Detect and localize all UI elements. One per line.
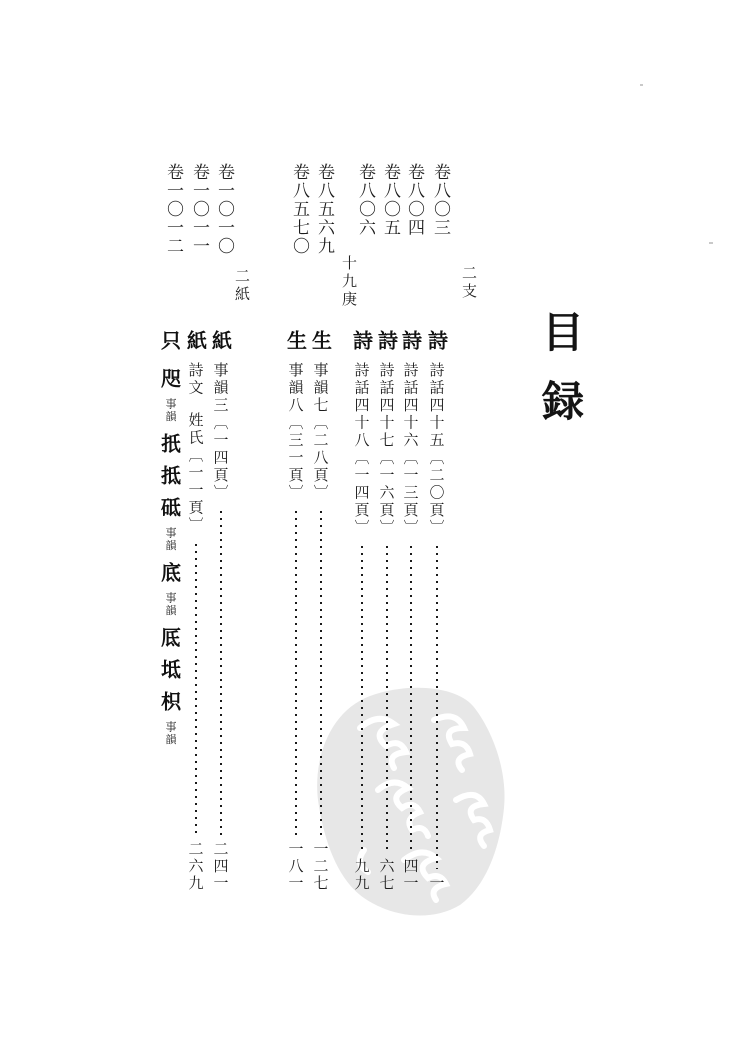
toc-entry-column — [398, 330, 424, 892]
entry-headword: 生 — [283, 330, 308, 350]
page-number: 一二七 — [311, 841, 330, 892]
dot-leader — [410, 546, 412, 852]
toc-entry-column — [374, 330, 400, 892]
dot-leader — [386, 546, 388, 852]
entry-headword: 生 — [308, 330, 333, 350]
entry-text: 事韻 — [164, 398, 177, 423]
toc-entry-column — [349, 330, 375, 892]
entry-headword: 紙 — [208, 330, 233, 350]
entry-text: 事韻 — [164, 527, 177, 552]
entry-headword: 詩 — [374, 330, 399, 350]
page-number: 一 — [427, 875, 446, 892]
entry-headword: 詩 — [349, 330, 374, 350]
page-number: 六七 — [377, 858, 396, 892]
entry-text: 詩話四十六〔一三頁〕 — [401, 362, 420, 537]
page-number: 二四一 — [211, 841, 230, 892]
entry-text: 枳 — [157, 691, 182, 711]
volume-number: 卷八〇五 — [380, 163, 400, 237]
page-number: 九九 — [352, 858, 371, 892]
entry-text: 事韻三〔一四頁〕 — [211, 362, 230, 502]
toc-entry-column — [308, 330, 334, 892]
entry-text: 事韻 — [164, 592, 177, 617]
entry-text: 坻 — [157, 659, 182, 679]
dust-speck — [640, 84, 643, 86]
rhyme-group-label: 十九庚 — [340, 255, 358, 309]
volume-number: 卷八五七〇 — [289, 163, 309, 256]
entry-headword: 詩 — [398, 330, 423, 350]
entry-text: 詩話四十七〔一六頁〕 — [377, 362, 396, 537]
volume-number: 卷八〇四 — [404, 163, 424, 237]
toc-entry-column — [283, 330, 309, 892]
entry-text: 詩話四十八〔一四頁〕 — [352, 362, 371, 537]
entry-headword: 詩 — [424, 330, 449, 350]
entry-text: 底 — [157, 562, 182, 582]
volume-number: 卷一〇一二 — [163, 163, 183, 256]
toc-entry-column — [424, 330, 450, 892]
page-number: 二六九 — [186, 841, 205, 892]
dot-leader — [195, 544, 197, 836]
entry-text: 砥 — [157, 497, 182, 517]
dust-speck — [709, 242, 713, 244]
volume-number: 卷一〇一〇 — [214, 163, 234, 256]
volume-number: 卷八五六九 — [314, 163, 334, 256]
entry-headword: 只 — [157, 330, 182, 350]
toc-entry-column — [208, 330, 234, 892]
entry-text: 扺 — [157, 433, 182, 453]
entry-headword: 紙 — [183, 330, 208, 350]
dot-leader — [436, 546, 438, 869]
toc-entry-column — [157, 330, 183, 892]
entry-text: 事韻七〔二八頁〕 — [311, 362, 330, 502]
page-number: 一八一 — [286, 841, 305, 892]
entry-text: 咫 — [157, 368, 182, 388]
entry-text: 事韻 — [164, 721, 177, 746]
entry-text: 〔一一頁〕 — [186, 447, 205, 535]
toc-entry-column — [183, 330, 209, 892]
entry-text: 抵 — [157, 465, 182, 485]
entry-text: 詩文 — [186, 362, 205, 397]
volume-number: 卷八〇六 — [355, 163, 375, 237]
dot-leader — [220, 511, 222, 835]
dot-leader — [320, 511, 322, 835]
entry-text: 事韻八〔三一頁〕 — [286, 362, 305, 502]
rhyme-group-label: 二支 — [460, 265, 478, 301]
dot-leader — [361, 546, 363, 852]
entry-text: 姓氏 — [186, 412, 205, 447]
rhyme-group-label: 二紙 — [233, 268, 251, 304]
entry-text: 厎 — [157, 627, 182, 647]
dot-leader — [295, 511, 297, 835]
volume-number: 卷八〇三 — [430, 163, 450, 237]
page-number: 四一 — [401, 858, 420, 892]
entry-text: 詩話四十五〔二〇頁〕 — [427, 362, 446, 537]
volume-number: 卷一〇一一 — [189, 163, 209, 256]
page-title: 目録 — [536, 310, 585, 448]
